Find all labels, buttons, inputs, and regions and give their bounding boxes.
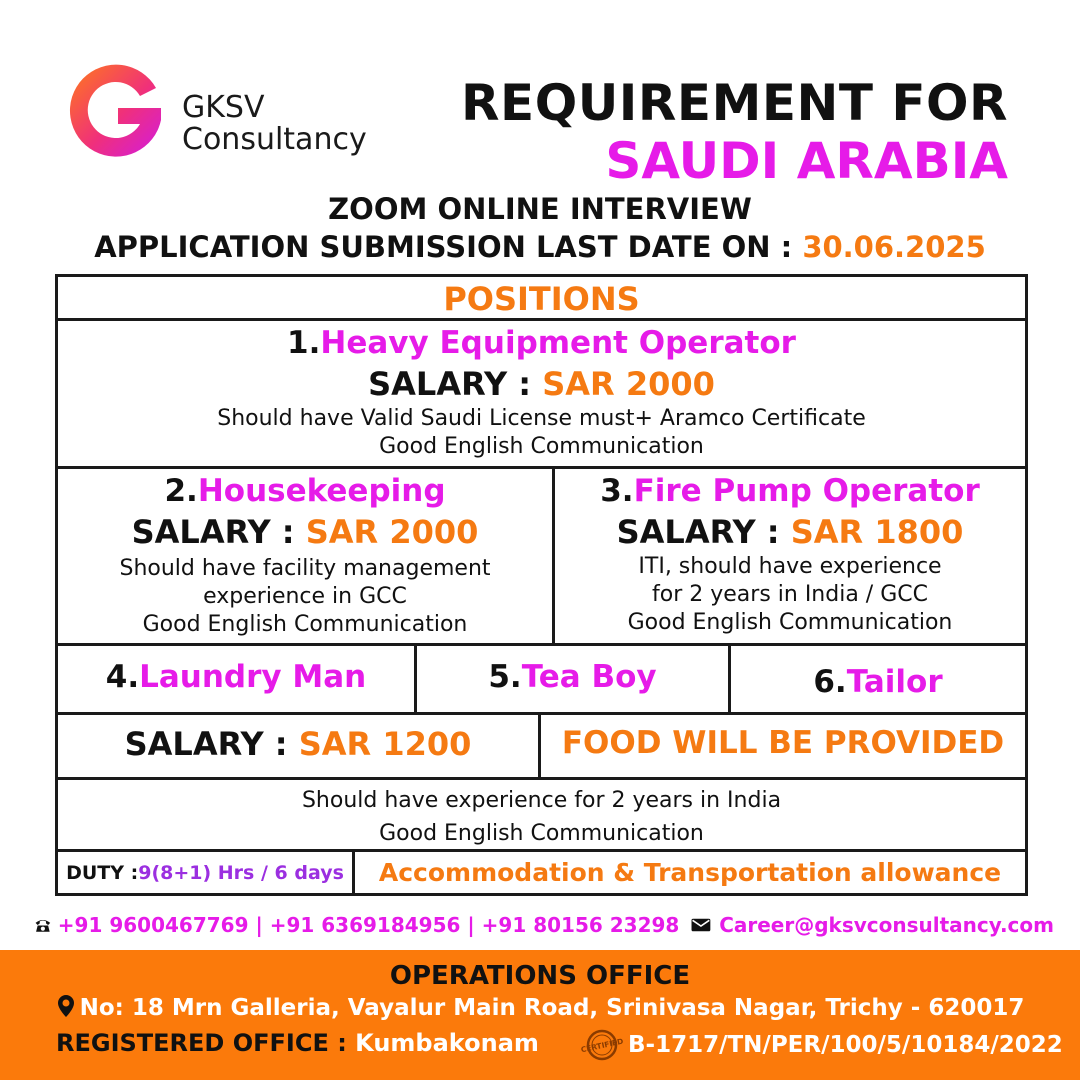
mail-icon xyxy=(691,912,711,938)
address-text: No: 18 Mrn Galleria, Vayalur Main Road, Srinivasa Nagar, Trichy - 620017 xyxy=(79,995,1025,1021)
operations-address xyxy=(0,994,1080,1021)
job-title-6 xyxy=(731,664,1025,700)
job-num-6: 6. xyxy=(813,664,847,700)
license-number: B-1717/TN/PER/100/5/10184/2022 xyxy=(628,1032,1063,1058)
duty-label: DUTY : xyxy=(66,861,139,884)
job-salary-2 xyxy=(58,513,552,551)
job-salary-3 xyxy=(555,513,1025,551)
job-card-1 xyxy=(55,318,1028,469)
job-num-3: 3. xyxy=(600,473,634,509)
job-name-6: Tailor xyxy=(846,664,943,700)
job-name-3: Fire Pump Operator xyxy=(633,473,980,509)
job-num-1: 1. xyxy=(287,325,321,361)
job-num-4: 4. xyxy=(105,659,140,695)
job-name-2: Housekeeping xyxy=(197,473,446,509)
salary-value: SAR 1800 xyxy=(790,513,964,551)
license-line xyxy=(580,1029,1063,1061)
job-req-line: Should have facility management xyxy=(119,556,491,581)
positions-header xyxy=(55,274,1028,321)
food-provided: FOOD WILL BE PROVIDED xyxy=(561,725,1005,761)
logo-g-icon xyxy=(62,58,168,164)
interview-mode: ZOOM ONLINE INTERVIEW xyxy=(328,192,752,226)
brand-name xyxy=(182,92,367,156)
job-card-2 xyxy=(55,466,555,646)
salary-value: SAR 2000 xyxy=(305,513,479,551)
allowance-box xyxy=(352,849,1028,896)
group-requirements-box xyxy=(55,777,1028,852)
job-title-3 xyxy=(555,473,1025,509)
job-req-line: Good English Communication xyxy=(142,612,468,637)
salary-label: SALARY : xyxy=(368,365,543,403)
page-title-country: SAUDI ARABIA xyxy=(605,132,1008,190)
operations-office-title: OPERATIONS OFFICE xyxy=(389,961,691,991)
stamp-text: CERTIFIED xyxy=(580,1036,624,1055)
job-card-5 xyxy=(414,643,731,715)
deadline-date: 30.06.2025 xyxy=(802,230,986,264)
group-req-line: Should have experience for 2 years in India xyxy=(301,788,782,813)
job-salary-1 xyxy=(58,365,1025,403)
job-title-2 xyxy=(58,473,552,509)
job-req-line: Good English Communication xyxy=(627,610,953,635)
job-card-4 xyxy=(55,643,417,715)
job-req-line: for 2 years in India / GCC xyxy=(652,582,928,607)
job-card-6 xyxy=(728,643,1028,715)
deadline-line xyxy=(0,230,1080,264)
job-num-2: 2. xyxy=(164,473,198,509)
salary-label: SALARY : xyxy=(124,725,299,763)
salary-value: SAR 2000 xyxy=(542,365,715,403)
allowance-text: Accommodation & Transportation allowance xyxy=(378,858,1002,887)
job-req-line: Should have Valid Saudi License must+ Aramco Certificate xyxy=(217,406,866,431)
job-req-2 xyxy=(58,555,552,639)
job-card-3 xyxy=(552,466,1028,646)
registered-office xyxy=(56,1029,539,1057)
certified-stamp-icon xyxy=(580,1029,624,1061)
group-salary-box xyxy=(55,712,541,780)
page-title-line1: REQUIREMENT FOR xyxy=(461,74,1008,132)
brand-name-line2: Consultancy xyxy=(182,122,367,157)
job-req-line: Good English Communication xyxy=(379,434,704,459)
job-name-4: Laundry Man xyxy=(139,659,367,695)
food-box xyxy=(538,712,1028,780)
job-title-4 xyxy=(58,659,414,695)
duty-value: 9(8+1) Hrs / 6 days xyxy=(138,861,344,884)
registered-label: REGISTERED OFFICE : xyxy=(56,1029,356,1057)
job-req-3 xyxy=(555,553,1025,637)
job-num-5: 5. xyxy=(488,659,522,695)
job-name-1: Heavy Equipment Operator xyxy=(320,325,796,361)
job-req-line: ITI, should have experience xyxy=(638,554,942,579)
salary-label: SALARY : xyxy=(131,513,306,551)
phone-icon xyxy=(34,910,52,940)
phone-numbers[interactable]: +91 9600467769 | +91 6369184956 | +91 80156 23298 xyxy=(57,913,680,937)
brand-name-line1: GKSV xyxy=(182,90,265,125)
job-req-line: experience in GCC xyxy=(203,584,407,609)
salary-value: SAR 1200 xyxy=(298,725,472,763)
positions-title: POSITIONS xyxy=(443,280,640,318)
duty-box xyxy=(55,849,355,896)
registered-city: Kumbakonam xyxy=(355,1029,539,1057)
group-req-line: Good English Communication xyxy=(379,821,704,846)
job-title-5 xyxy=(417,659,728,695)
email-link[interactable]: Career@gksvconsultancy.com xyxy=(719,913,1054,937)
group-salary xyxy=(58,725,538,763)
job-title-1 xyxy=(58,325,1025,361)
deadline-label: APPLICATION SUBMISSION LAST DATE ON : xyxy=(94,230,803,264)
group-requirements xyxy=(58,784,1025,850)
salary-label: SALARY : xyxy=(616,513,791,551)
job-name-5: Tea Boy xyxy=(521,659,657,695)
contact-bar xyxy=(34,908,1054,942)
job-req-1 xyxy=(58,405,1025,461)
location-pin-icon xyxy=(56,994,76,1018)
